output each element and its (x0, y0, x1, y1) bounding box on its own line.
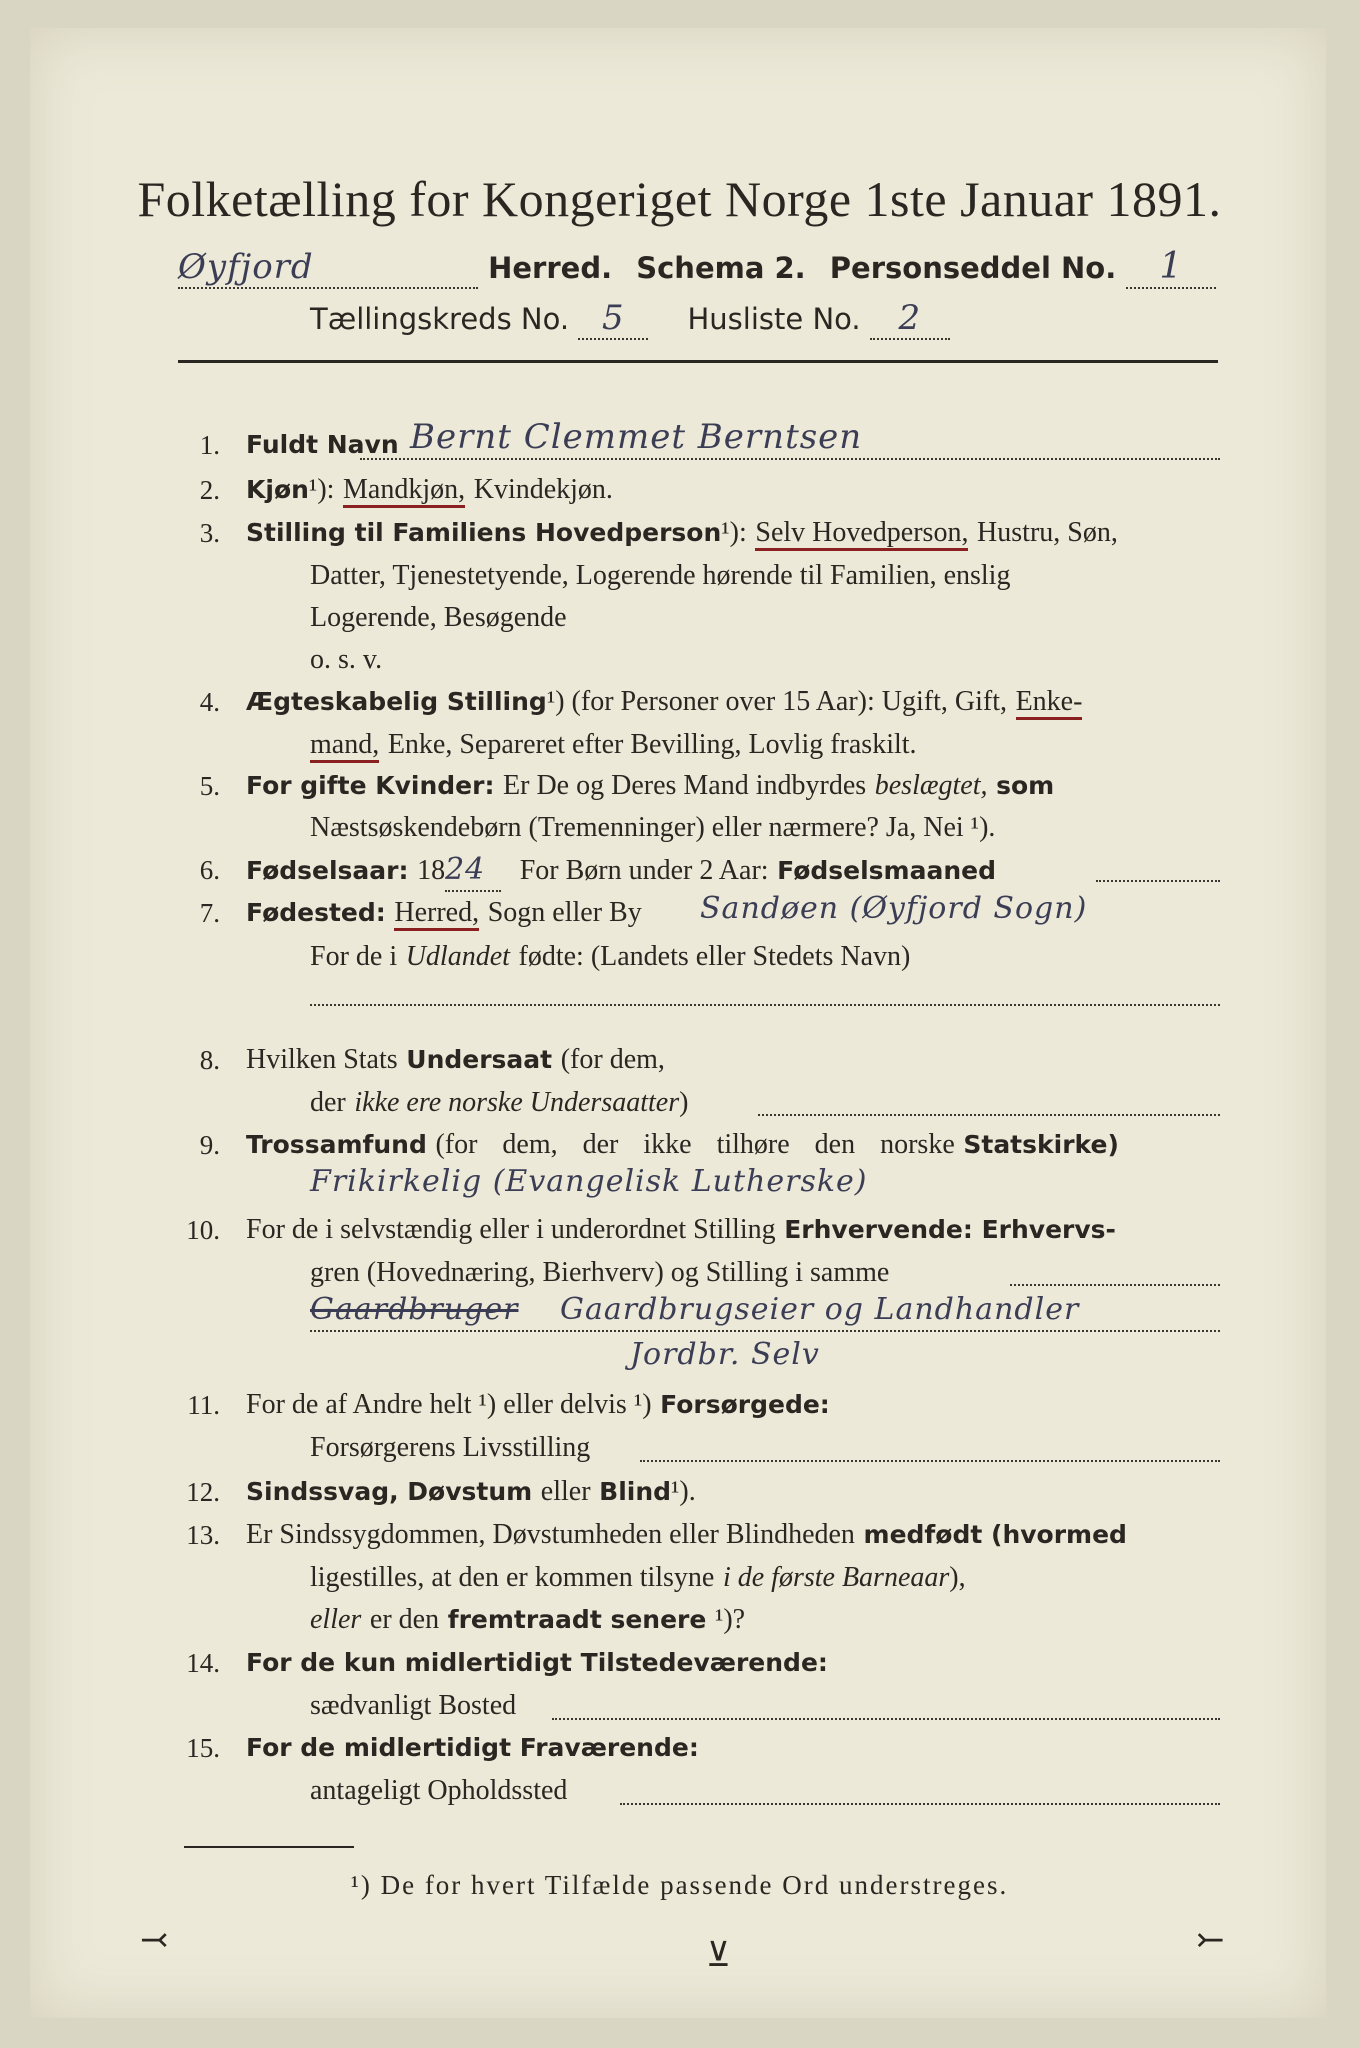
registration-mark-icon: ⊻ (706, 1935, 731, 1975)
kreds-label: Tællingskreds No. (310, 302, 570, 336)
citizenship-question: (for dem, (560, 1044, 665, 1075)
congenital-question: ligestilles, at den er kommen tilsyne (310, 1562, 715, 1593)
birth-year-label: Fødselsaar: (246, 856, 409, 885)
sex-option-male: Mandkjøn, (343, 474, 465, 508)
married-women-question: Er De og Deres Mand indbyrdes (503, 770, 867, 801)
probable-residence-fill-line (620, 1803, 1220, 1805)
occupation-struck-value: Gaardbruger (310, 1292, 519, 1327)
family-position-options: Hustru, Søn, (977, 517, 1118, 548)
birthplace-label: Fødested: (246, 898, 386, 927)
congenital-label: fremtraadt senere (447, 1605, 707, 1634)
sex-option-female: Kvindekjøn. (473, 474, 613, 505)
birth-month-label: Fødselsmaaned (777, 856, 997, 885)
footnote: ¹) De for hvert Tilfælde passende Ord understreges. (350, 1870, 1009, 1900)
congenital-label: medfødt (hvormed (863, 1520, 1127, 1549)
usual-residence-fill-line (552, 1718, 1220, 1720)
footnote-marker: ¹): (721, 517, 747, 548)
religion-value: Frikirkelig (Evangelisk Lutherske) (310, 1164, 868, 1199)
citizenship-fill-line (758, 1114, 1220, 1116)
family-position-label: Stilling til Familiens Hovedperson (246, 518, 722, 547)
birth-year-value: 24 (445, 850, 501, 892)
field-number: 7. (199, 898, 220, 928)
field-number: 5. (199, 771, 220, 801)
temporary-absent-label: For de midlertidigt Fraværende: (246, 1733, 699, 1762)
field-number: 11. (187, 1390, 220, 1420)
marital-status-options: ¹) (for Personer over 15 Aar): Ugift, Gift, (546, 686, 1007, 717)
header-rule (178, 360, 1218, 363)
husliste-label: Husliste No. (687, 302, 861, 336)
full-name-fill-line (360, 458, 1220, 460)
provider-occupation-fill-line (640, 1460, 1220, 1462)
personseddel-label: Personseddel No. (829, 251, 1117, 285)
marital-status-options: Enke, Separeret efter Bevilling, Lovlig fraskilt. (387, 729, 917, 760)
religion-label: Trossamfund (246, 1130, 427, 1159)
family-position-selected: Selv Hovedperson, (755, 517, 968, 551)
footnote-rule (184, 1846, 354, 1848)
usual-residence-label: sædvanligt Bosted (310, 1690, 517, 1721)
full-name-value: Bernt Clemmet Berntsen (410, 417, 863, 457)
occupation-fill-line (1010, 1284, 1220, 1286)
disability-label: Sindssvag, Døvstum (246, 1477, 533, 1506)
field-number: 9. (199, 1130, 220, 1160)
field-number: 8. (199, 1045, 220, 1075)
kreds-value: 5 (578, 298, 648, 340)
field-number: 2. (199, 475, 220, 505)
abroad-label: For de i (310, 941, 398, 972)
registration-mark-icon: ⤙ (140, 1920, 169, 1960)
birthplace-options: Sogn eller By (487, 897, 642, 928)
birthplace-value: Sandøen (Øyfjord Sogn) (700, 891, 1088, 926)
occupation-question: For de i selvstændig eller i underordnet Stilling (246, 1214, 776, 1245)
congenital-question: eller (310, 1604, 362, 1635)
field-number: 13. (186, 1520, 220, 1550)
field-number: 4. (199, 687, 220, 717)
field-number: 14. (186, 1648, 220, 1678)
kreds-line (310, 298, 950, 340)
disability-question: eller (540, 1476, 591, 1507)
temporary-present-label: For de kun midlertidigt Tilstedeværende: (246, 1648, 828, 1677)
herred-label: Herred. (488, 251, 613, 285)
full-name-label: Fuldt Navn (246, 430, 399, 459)
supported-question: For de af Andre helt ¹) eller delvis ¹) (246, 1389, 652, 1420)
citizenship-label: Undersaat (406, 1045, 553, 1074)
citizenship-question: Hvilken Stats (246, 1044, 398, 1075)
footnote-marker: ¹): (308, 474, 335, 505)
herred-line (178, 246, 1216, 289)
footnote-marker: ¹)? (714, 1604, 746, 1635)
footnote-marker: ¹). (671, 1476, 696, 1507)
marital-status-selected: Enke- (1016, 686, 1083, 720)
citizenship-question: der (310, 1087, 346, 1118)
abroad-label: Udlandet (405, 941, 510, 972)
field-number: 1. (199, 430, 220, 460)
field-number: 12. (186, 1477, 220, 1507)
birth-year-prefix: 18 (417, 855, 446, 886)
married-women-question: Næstsøskendebørn (Tremenninger) eller nærmere? Ja, Nei ¹). (310, 812, 996, 843)
congenital-question: er den (369, 1604, 440, 1635)
sex-label: Kjøn (246, 475, 309, 504)
congenital-question: Er Sindssygdommen, Døvstumheden eller Blindheden (246, 1519, 855, 1550)
form-title: Folketælling for Kongeriget Norge 1ste Januar 1891. (137, 171, 1222, 227)
marital-status-label: Ægteskabelig Stilling (246, 687, 547, 716)
herred-value: Øyfjord (178, 247, 478, 289)
abroad-label: fødte: (Landets eller Stedets Navn) (518, 941, 911, 972)
personseddel-value: 1 (1126, 246, 1216, 289)
family-position-options: o. s. v. (310, 644, 383, 675)
birthplace-selected: Herred, (394, 897, 479, 931)
husliste-value: 2 (870, 298, 950, 340)
occupation-value-2: Jordbr. Selv (630, 1337, 820, 1372)
birth-month-question: For Børn under 2 Aar: (519, 855, 769, 886)
provider-occupation-label: Forsørgerens Livsstilling (310, 1432, 591, 1463)
field-number: 3. (199, 518, 220, 548)
schema-label: Schema 2. (636, 251, 806, 285)
family-position-options: Datter, Tjenestetyende, Logerende hørende til Familien, enslig (310, 560, 1011, 591)
occupation-value: Gaardbrugseier og Landhandler (560, 1292, 1080, 1327)
congenital-question: i de første Barneaar (722, 1562, 950, 1593)
occupation-label: Erhvervende: Erhvervs- (784, 1215, 1116, 1244)
birth-month-fill-line (1096, 880, 1220, 882)
family-position-options: Logerende, Besøgende (310, 602, 567, 633)
field-number: 6. (199, 855, 220, 885)
married-women-question: beslægtet, (874, 770, 988, 801)
probable-residence-label: antageligt Opholdssted (310, 1775, 568, 1806)
disability-label: Blind (599, 1477, 672, 1506)
married-women-label: For gifte Kvinder: (246, 771, 495, 800)
religion-question: (for dem, der ikke tilhøre den norske (435, 1129, 955, 1160)
registration-mark-icon: ⤚ (1196, 1920, 1225, 1960)
field-number: 10. (186, 1215, 220, 1245)
marital-status-selected: mand, (310, 729, 379, 763)
field-number: 15. (186, 1733, 220, 1763)
occupation-question: gren (Hovednæring, Bierhverv) og Stilling i samme (310, 1257, 890, 1288)
religion-label: Statskirke) (963, 1130, 1119, 1159)
supported-label: Forsørgede: (660, 1390, 830, 1419)
abroad-fill-line (310, 1004, 1220, 1006)
citizenship-question: ikke ere norske Undersaatter (354, 1087, 680, 1118)
occupation-fill-line-2 (310, 1330, 1220, 1332)
married-women-question: som (996, 771, 1055, 800)
